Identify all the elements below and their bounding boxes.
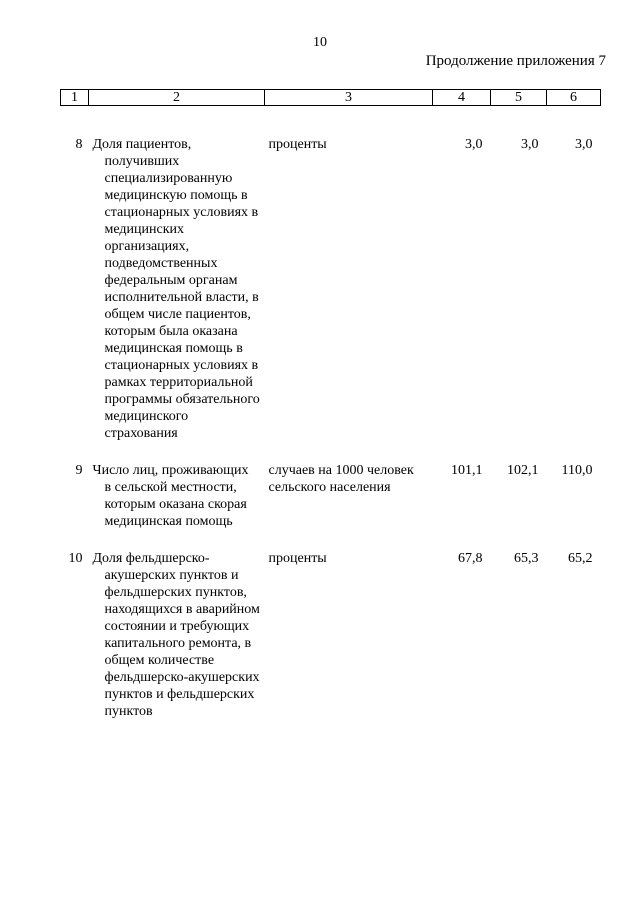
table-row bbox=[61, 462, 601, 530]
unit-cell: проценты bbox=[268, 551, 327, 566]
indicator-table bbox=[60, 89, 601, 720]
header-cell: 2 bbox=[89, 90, 265, 106]
value-col6: 65,2 bbox=[568, 551, 593, 566]
table-row bbox=[61, 550, 601, 720]
table-header-row bbox=[61, 90, 601, 106]
indicator-name: Доля пациентов, получивших специализированную медицинскую помощь в стационарных условиях в медицинских организациях, подведомственных федеральным органам исполнительной власти, в общем числе пациентов, которым была оказана медицинская помощь в стационарных условиях в рамках территориальной программы обязательного медицинского страхования bbox=[92, 137, 260, 441]
table-row bbox=[61, 136, 601, 442]
row-number: 10 bbox=[68, 551, 83, 566]
value-col6: 110,0 bbox=[561, 463, 593, 478]
header-cell: 6 bbox=[547, 90, 601, 106]
header-cell: 5 bbox=[491, 90, 547, 106]
unit-cell: проценты bbox=[268, 137, 327, 152]
unit-cell: случаев на 1000 человек сельского населения bbox=[268, 463, 414, 495]
continuation-label: Продолжение приложения 7 bbox=[425, 53, 606, 69]
value-col4: 3,0 bbox=[465, 137, 483, 152]
header-cell: 3 bbox=[265, 90, 433, 106]
value-col4: 101,1 bbox=[451, 463, 483, 478]
value-col6: 3,0 bbox=[575, 137, 593, 152]
value-col5: 102,1 bbox=[507, 463, 539, 478]
row-number: 8 bbox=[75, 137, 83, 152]
header-cell: 4 bbox=[433, 90, 491, 106]
indicator-name: Число лиц, проживающих в сельской местности, которым оказана скорая медицинская помощь bbox=[92, 463, 249, 529]
value-col4: 67,8 bbox=[458, 551, 483, 566]
indicator-name: Доля фельдшерско- акушерских пунктов и фельдшерских пунктов, находящихся в аварийном состоянии и требующих капитального ремонта, в общем количестве фельдшерско-акушерских пунктов и фельдшерских пунктов bbox=[92, 551, 260, 719]
page-number: 10 bbox=[313, 35, 327, 50]
value-col5: 65,3 bbox=[514, 551, 539, 566]
value-col5: 3,0 bbox=[521, 137, 539, 152]
header-cell: 1 bbox=[61, 90, 89, 106]
row-number: 9 bbox=[75, 463, 83, 478]
